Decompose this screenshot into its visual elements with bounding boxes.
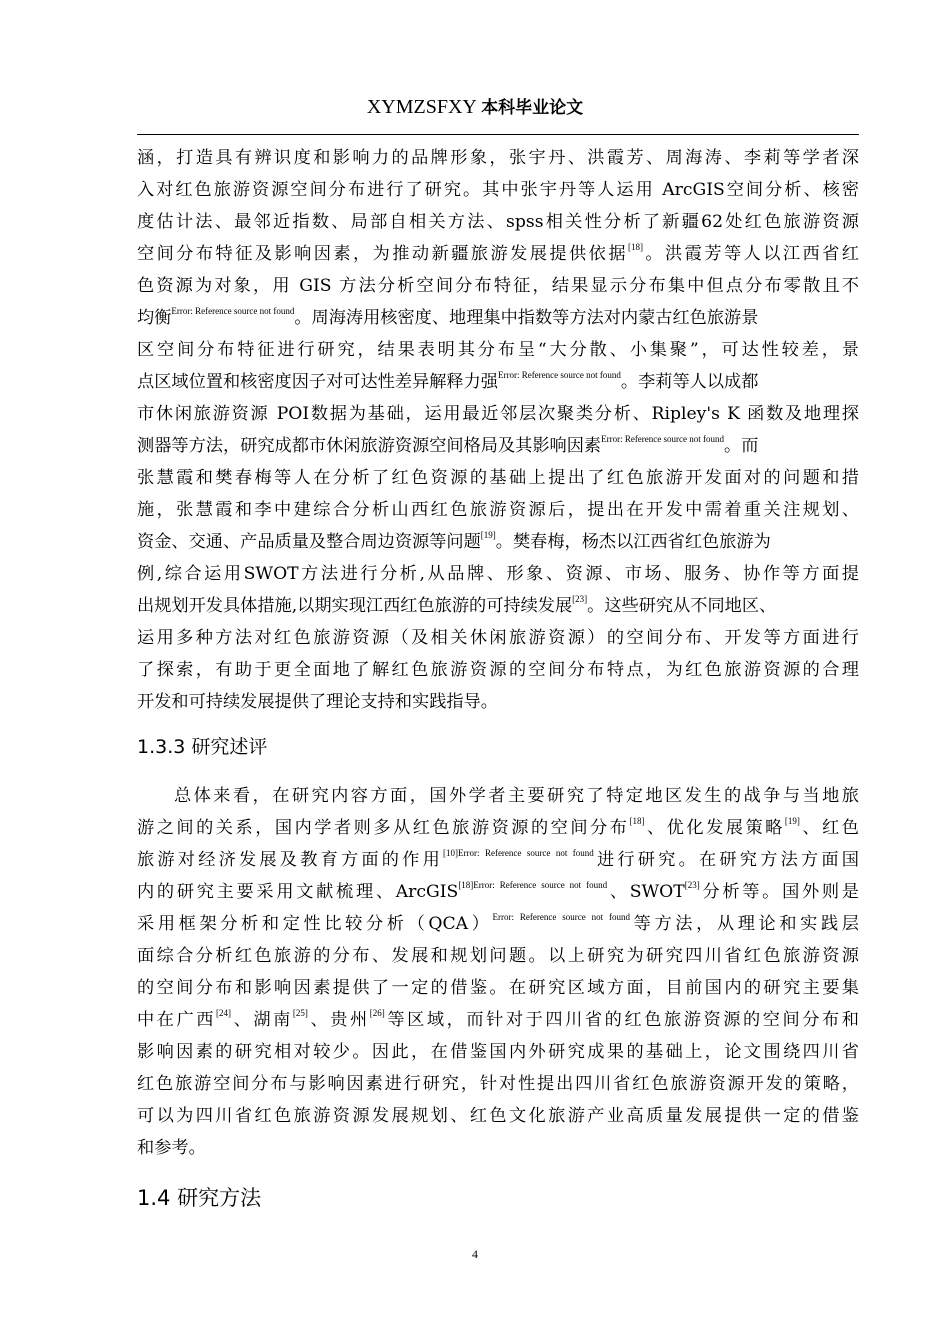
text-span: 。樊春梅，杨杰以江西省红色旅游为	[495, 532, 771, 552]
text-line: 入对红色旅游资源空间分布进行了研究。其中张宇丹等人运用 ArcGIS空间分析、核密	[137, 180, 859, 200]
text-line	[137, 908, 859, 940]
text-line: 区空间分布特征进行研究，结果表明其分布呈“大分散、小集聚”，可达性较差，景	[137, 340, 859, 360]
text-line: 开发和可持续发展提供了理论支持和实践指导。	[137, 692, 498, 712]
text-span: 出规划开发具体措施,以期实现江西红色旅游的可持续发展	[137, 596, 573, 616]
citation: [23]	[684, 880, 700, 890]
paragraph-2	[137, 780, 859, 1164]
text-line: 可以为四川省红色旅游资源发展规划、红色文化旅游产业高质量发展提供一定的借鉴	[137, 1106, 859, 1126]
text-span: 、湖南	[231, 1010, 293, 1030]
text-line: 度估计法、最邻近指数、局部自相关方法、spss相关性分析了新疆62处红色旅游资源	[137, 212, 859, 232]
citation: [18]	[629, 816, 645, 826]
header-latin: XYMZSFXY	[366, 96, 477, 118]
text-span: 、SWOT	[607, 882, 685, 902]
text-line: 例,综合运用SWOT方法进行分析,从品牌、形象、资源、市场、服务、协作等方面提	[137, 564, 859, 584]
text-line: 总体来看，在研究内容方面，国外学者主要研究了特定地区发生的战争与当地旅	[174, 786, 859, 806]
header-rule	[137, 134, 859, 135]
text-line: 色资源为对象，用 GIS 方法分析空间分布特征，结果显示分布集中但点分布零散且不	[137, 276, 859, 296]
text-line: 运用多种方法对红色旅游资源（及相关休闲旅游资源）的空间分布、开发等方面进行	[137, 628, 859, 648]
text-line	[137, 812, 859, 844]
citation: [10]Error: Reference source not found	[443, 848, 594, 858]
text-line: 面综合分析红色旅游的分布、发展和规划问题。以上研究为研究四川省红色旅游资源	[137, 946, 859, 966]
text-line: 红色旅游空间分布与影响因素进行研究，针对性提出四川省红色旅游资源开发的策略，	[137, 1074, 859, 1094]
header-title: 本科毕业论文	[481, 98, 584, 118]
text-span: 、优化发展策略	[644, 818, 785, 838]
text-span: 等方法，从理论和实践层	[630, 914, 859, 934]
citation: Error: Reference source not found	[171, 306, 295, 316]
text-line: 市休闲旅游资源 POI数据为基础，运用最近邻层次聚类分析、Ripley's K 函数及地理探	[137, 404, 859, 424]
text-span: 均衡	[137, 308, 172, 328]
text-span: 空间分布特征及影响因素，为推动新疆旅游发展提供依据	[137, 244, 628, 264]
citation: [19]	[784, 816, 800, 826]
page-header	[0, 93, 950, 119]
text-span: 资金、交通、产品质量及整合周边资源等问题	[137, 532, 481, 552]
text-span: 内的研究主要采用文献梳理、ArcGIS	[137, 882, 459, 902]
section-heading-1-4: 1.4 研究方法	[137, 1186, 262, 1210]
citation: [24]	[216, 1008, 232, 1018]
text-line	[137, 238, 859, 270]
text-line	[137, 590, 859, 622]
text-span: 进行研究。在研究方法方面国	[593, 850, 859, 870]
citation: [18]	[627, 242, 643, 252]
citation: Error: Reference source not found	[601, 434, 725, 444]
text-span: 、贵州	[307, 1010, 370, 1030]
text-span: 等区域，而针对于四川省的红色旅游资源的空间分布和	[384, 1010, 859, 1030]
text-span: 。这些研究从不同地区、	[587, 596, 777, 616]
text-line	[137, 844, 859, 876]
section-heading-1-3-3: 1.3.3 研究述评	[137, 736, 268, 758]
text-span: 点区域位置和核密度因子对可达性差异解释力强	[137, 372, 498, 392]
text-line: 涵，打造具有辨识度和影响力的品牌形象，张宇丹、洪霞芳、周海涛、李莉等学者深	[137, 148, 859, 168]
text-line	[137, 302, 859, 334]
text-span: 采用框架分析和定性比较分析（QCA）	[137, 914, 493, 934]
text-line: 影响因素的研究相对较少。因此，在借鉴国内外研究成果的基础上，论文围绕四川省	[137, 1042, 859, 1062]
text-line	[137, 526, 859, 558]
text-span: 。李莉等人以成都	[620, 372, 759, 392]
citation: [18]Error: Reference source not found	[458, 880, 608, 890]
text-line: 施，张慧霞和李中建综合分析山西红色旅游资源后，提出在开发中需着重关注规划、	[137, 500, 859, 520]
citation: [25]	[292, 1008, 308, 1018]
citation: [19]	[480, 530, 496, 540]
text-span: 旅游对经济发展及教育方面的作用	[137, 850, 443, 870]
text-line: 了探索，有助于更全面地了解红色旅游资源的空间分布特点，为红色旅游资源的合理	[137, 660, 859, 680]
text-span: 。洪霞芳等人以江西省红	[642, 244, 859, 264]
text-span: 、红色	[799, 818, 859, 838]
text-span: 游之间的关系，国内学者则多从红色旅游资源的空间分布	[137, 818, 630, 838]
text-line	[137, 876, 859, 908]
page-number: 4	[472, 1247, 478, 1261]
text-line: 和参考。	[137, 1138, 206, 1158]
text-line: 张慧霞和樊春梅等人在分析了红色资源的基础上提出了红色旅游开发面对的问题和措	[137, 468, 859, 488]
text-line	[137, 1004, 859, 1036]
text-span: 。周海涛用核密度、地理集中指数等方法对内蒙古红色旅游景	[294, 308, 759, 328]
text-span: 中在广西	[137, 1010, 217, 1030]
text-span: 分析等。国外则是	[699, 882, 859, 902]
citation: [26]	[369, 1008, 385, 1018]
citation: [23]	[572, 594, 588, 604]
citation: Error: Reference source not found	[497, 370, 621, 380]
text-line	[137, 366, 859, 398]
paragraph-1	[137, 142, 859, 718]
text-span: 测器等方法，研究成都市休闲旅游资源空间格局及其影响因素	[137, 436, 602, 456]
text-line: 的空间分布和影响因素提供了一定的借鉴。在研究区域方面，目前国内的研究主要集	[137, 978, 859, 998]
text-span: 。而	[724, 436, 759, 456]
text-line	[137, 430, 859, 462]
citation: Error: Reference source not found	[492, 912, 631, 922]
